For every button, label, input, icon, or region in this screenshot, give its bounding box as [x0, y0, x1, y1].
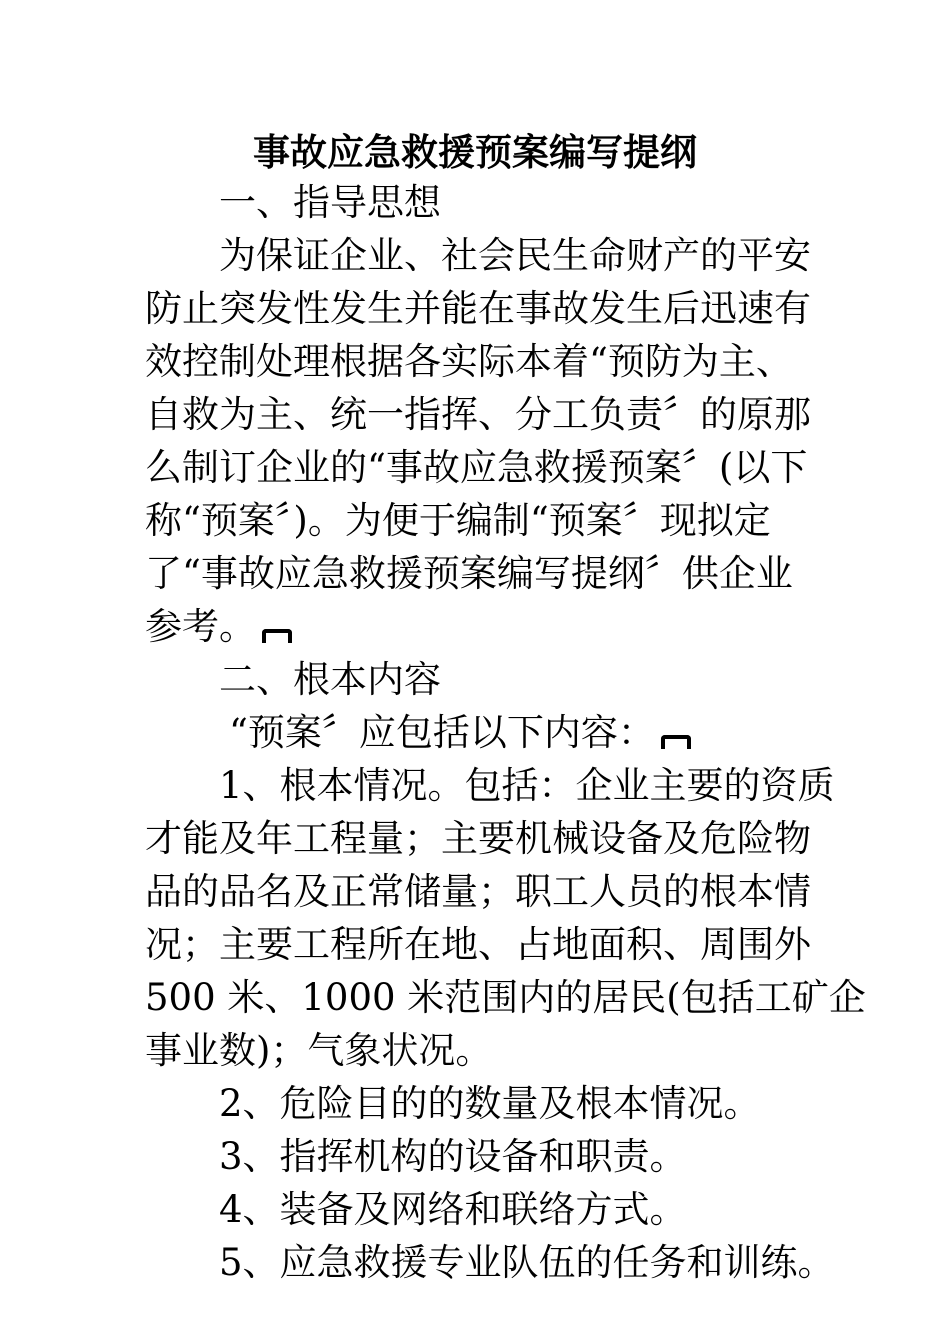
- paragraph-line: 么制订企业的“事故应急救援预案〞(以下: [145, 446, 808, 489]
- paragraph-line: 称“预案〞)。为便于编制“预案〞现拟定: [145, 499, 771, 542]
- paragraph-mark-icon: [262, 627, 292, 643]
- document-title: 事故应急救援预案编写提纲: [253, 130, 697, 174]
- paragraph-line: 了“事故应急救援预案编写提纲〞供企业: [145, 552, 793, 595]
- document-body: [145, 176, 865, 1289]
- paragraph-mark-icon: [661, 733, 691, 749]
- section-intro: [145, 706, 865, 759]
- item1-line: 才能及年工程量；主要机械设备及危险物: [145, 817, 811, 860]
- paragraph-line: 自救为主、统一指挥、分工负责〞的原那: [145, 393, 811, 436]
- paragraph-line-text: 参考。: [145, 605, 256, 648]
- paragraph-line-last: [145, 600, 865, 653]
- item1-line: 1、根本情况。包括：企业主要的资质: [219, 764, 835, 807]
- item1-line: 品的品名及正常储量；职工人员的根本情: [145, 870, 811, 913]
- section-heading-guiding-ideology: 一、指导思想: [219, 181, 441, 224]
- paragraph-line: 效控制处理根据各实际本着“预防为主、: [145, 340, 793, 383]
- item3: 3、指挥机构的设备和职责。: [219, 1135, 687, 1178]
- item1-line: 事业数)；气象状况。: [145, 1029, 493, 1072]
- item1-line: 况；主要工程所在地、占地面积、周围外: [145, 923, 811, 966]
- item4: 4、装备及网络和联络方式。: [219, 1188, 687, 1231]
- item2: 2、危险目的的数量及根本情况。: [219, 1082, 761, 1125]
- item5: 5、应急救援专业队伍的任务和训练。: [219, 1241, 835, 1284]
- item1-line: 500 米、1000 米范围内的居民(包括工矿企: [145, 976, 866, 1019]
- paragraph-line: 防止突发性发生并能在事故发生后迅速有: [145, 287, 811, 330]
- section-heading-basic-content: 二、根本内容: [219, 658, 441, 701]
- section-intro-text: “预案〞应包括以下内容：: [229, 711, 655, 754]
- paragraph-line: 为保证企业、社会民生命财产的平安: [219, 234, 811, 277]
